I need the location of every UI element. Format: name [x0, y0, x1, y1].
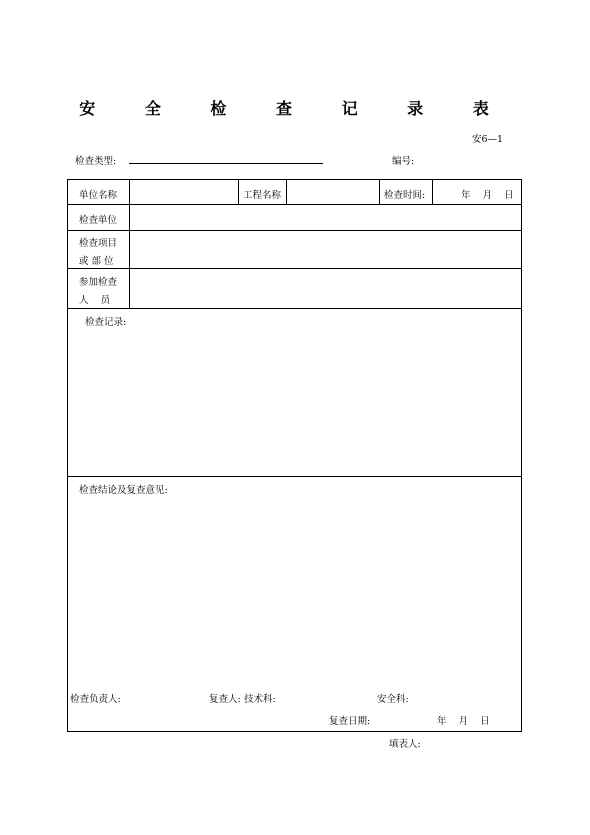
responsible-label: 检查负责人: — [70, 694, 121, 705]
column-divider — [286, 179, 287, 205]
unit-name-label: 单位名称 — [79, 190, 118, 201]
check-time-label: 检查时间: — [384, 190, 426, 201]
conclusion-textarea[interactable] — [69, 494, 519, 680]
check-item-label-line1: 检查项目 — [79, 238, 118, 249]
number-label: 编号: — [392, 156, 415, 167]
column-divider — [129, 179, 130, 309]
conclusion-label: 检查结论及复查意见: — [79, 485, 168, 496]
row-divider — [67, 308, 522, 309]
column-divider — [379, 179, 380, 205]
check-time-date[interactable]: 年 月 日 — [461, 190, 514, 201]
inspecting-unit-label: 检查单位 — [79, 215, 118, 226]
check-item-field[interactable] — [131, 232, 519, 267]
project-name-label: 工程名称 — [243, 190, 282, 201]
row-divider — [67, 268, 522, 269]
record-textarea[interactable] — [69, 326, 519, 474]
check-item-label-line2: 或 部 位 — [79, 256, 114, 267]
column-divider — [432, 179, 433, 205]
check-type-field[interactable] — [129, 163, 323, 164]
unit-name-field[interactable] — [131, 181, 236, 203]
review-date-label: 复查日期: — [329, 716, 371, 727]
tech-dept-label: 技术科: — [244, 694, 276, 705]
record-label: 检查记录: — [85, 317, 127, 328]
participants-field[interactable] — [131, 270, 519, 307]
column-divider — [238, 179, 239, 205]
inspecting-unit-field[interactable] — [131, 206, 519, 229]
check-type-label: 检查类型: — [75, 156, 117, 167]
filler-label: 填表人: — [389, 739, 421, 750]
review-date-value[interactable]: 年 月 日 — [437, 716, 490, 727]
participants-label-line2: 人 员 — [79, 295, 111, 306]
row-divider — [67, 230, 522, 231]
participants-label-line1: 参加检查 — [79, 277, 118, 288]
page-title: 安 全 检 查 记 录 表 — [79, 99, 511, 118]
row-divider — [67, 204, 522, 205]
project-name-field[interactable] — [288, 181, 377, 203]
reviewer-label: 复查人: — [209, 694, 241, 705]
row-divider — [67, 476, 522, 477]
safety-dept-label: 安全科: — [377, 694, 409, 705]
form-code: 安6—1 — [472, 134, 504, 145]
